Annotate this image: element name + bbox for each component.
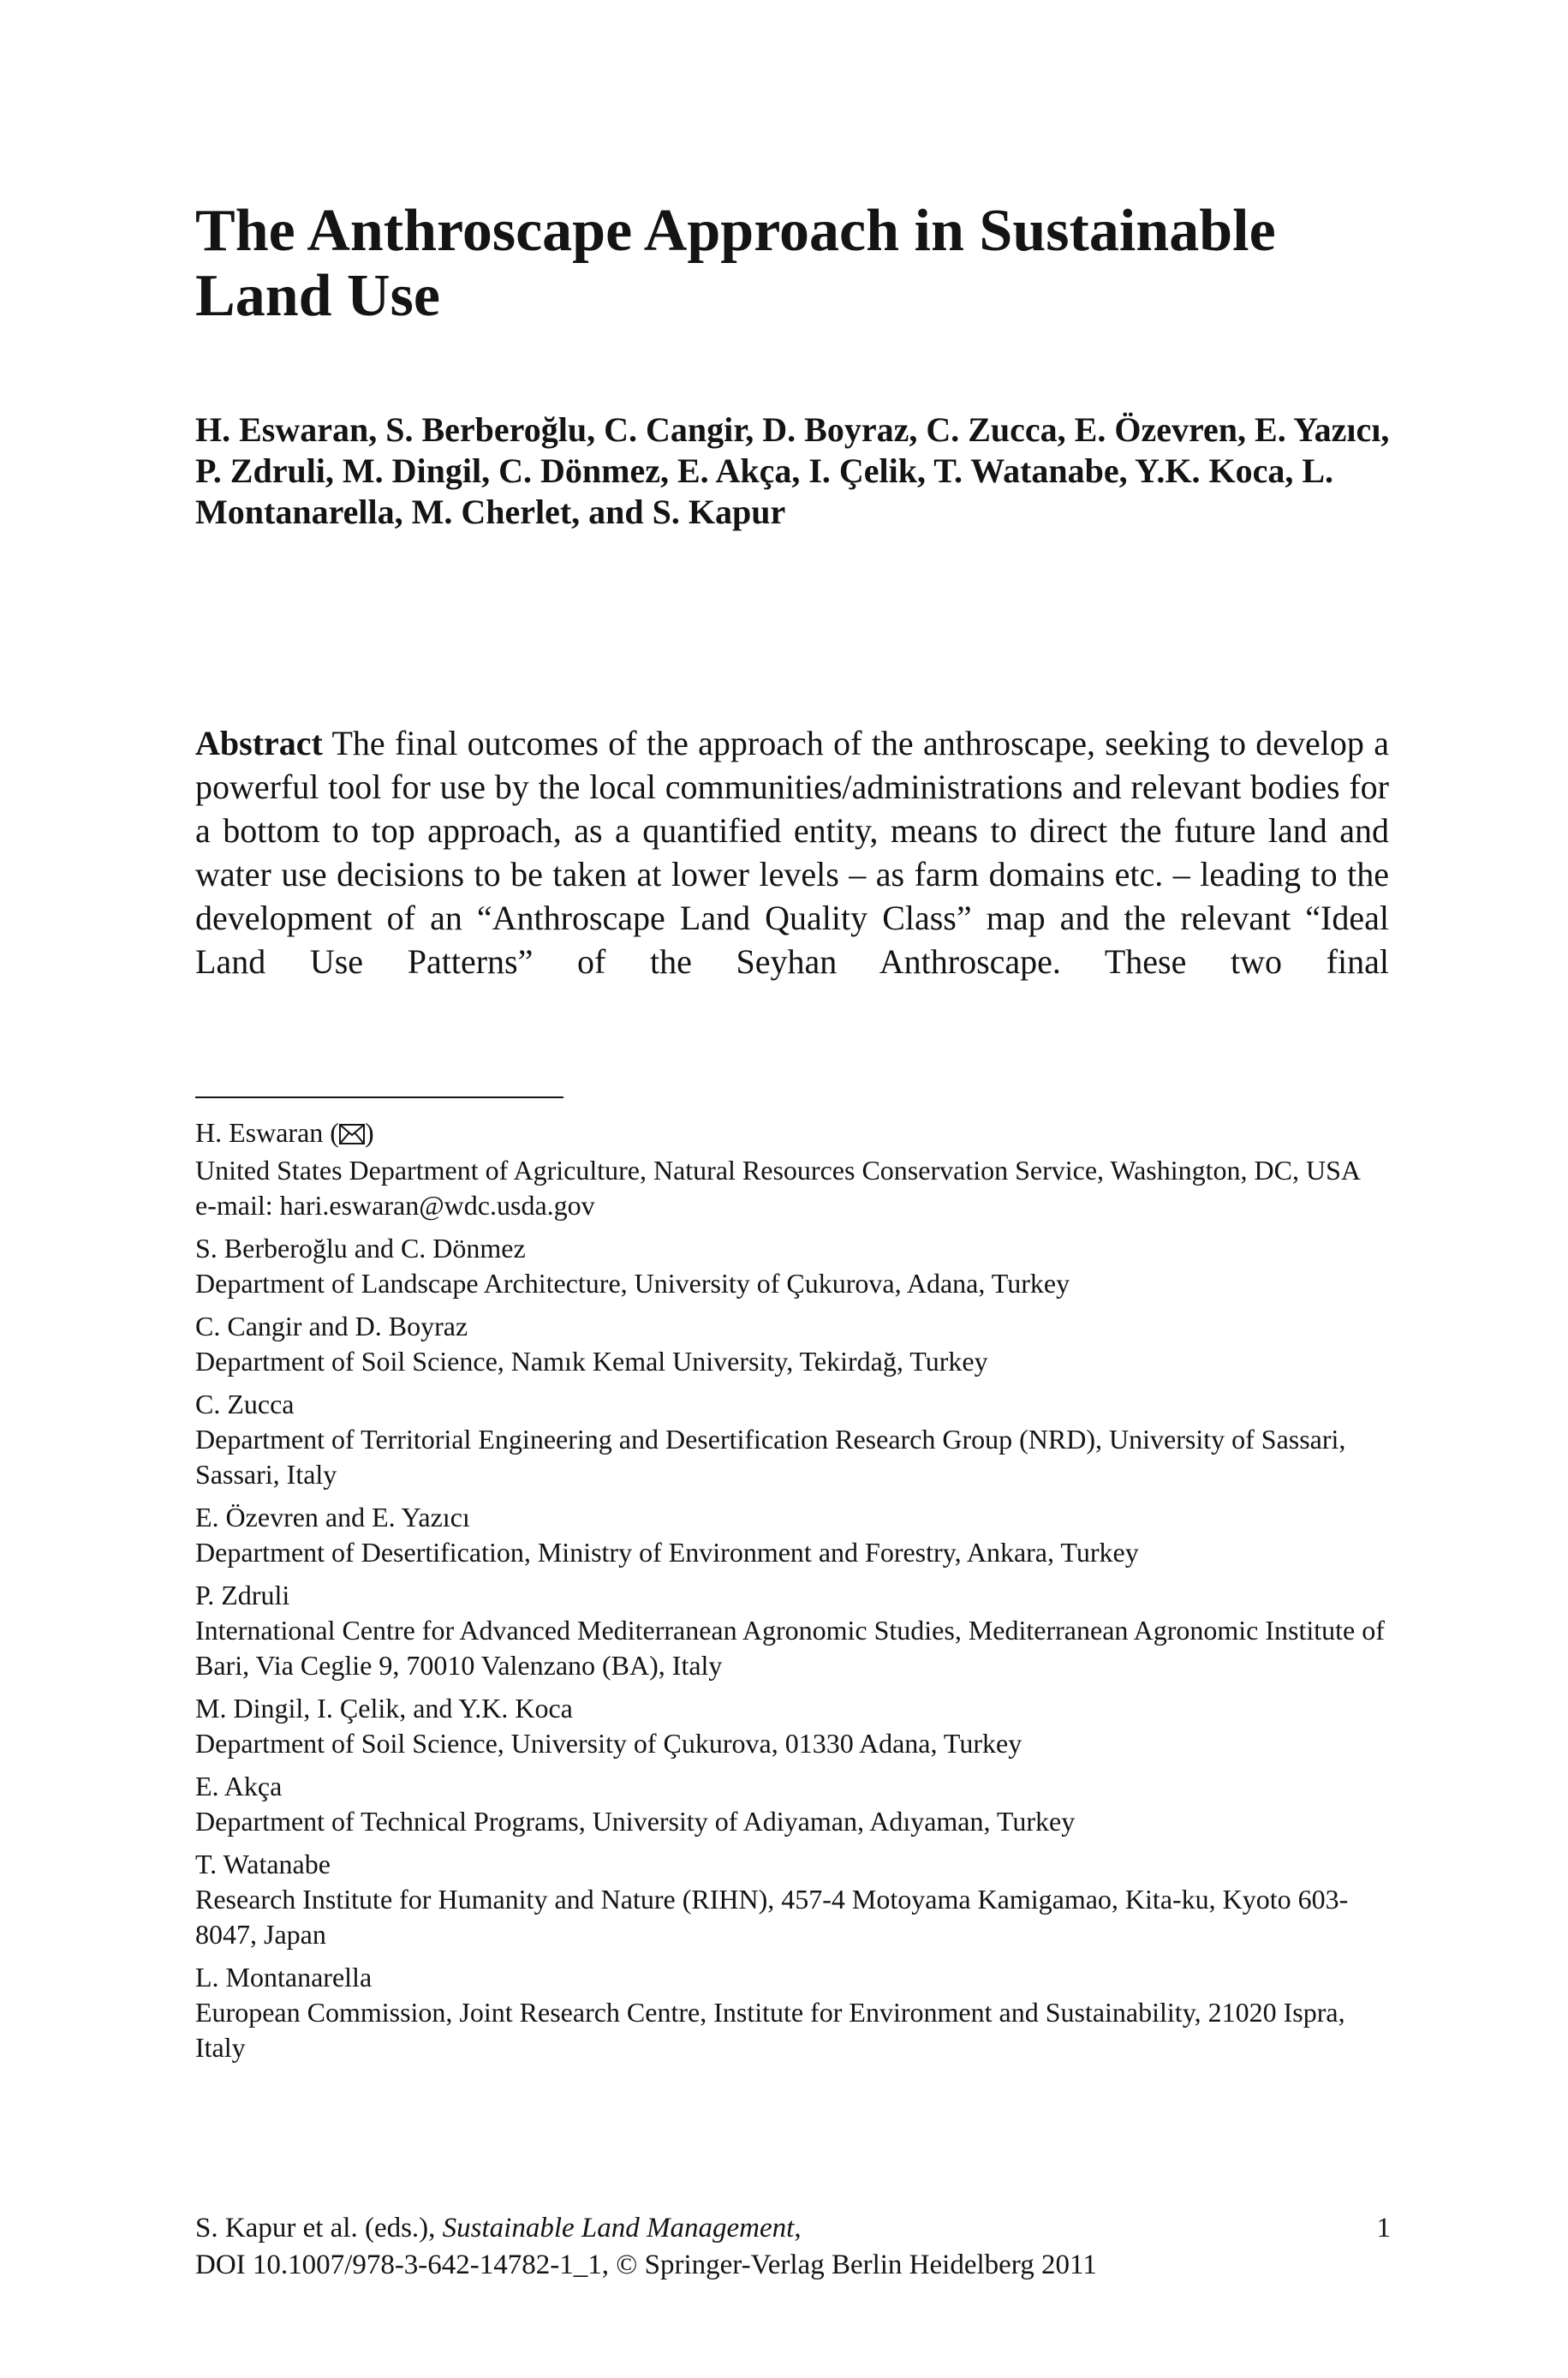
affiliation-names: S. Berberoğlu and C. Dönmez bbox=[195, 1233, 526, 1264]
affiliation-address: International Centre for Advanced Mediterranean Agronomic Studies, Mediterranean Agronomic Institute of Bari, Via Ceglie 9, 70010 Valenzano (BA), Italy bbox=[195, 1615, 1385, 1681]
affiliation-names: C. Zucca bbox=[195, 1389, 295, 1419]
abstract-text: The final outcomes of the approach of the anthroscape, seeking to develop a powerful tool for use by the local communities/administrations and relevant bodies for a bottom to top approach, as a quantified entity, means to direct the future land and water use decisions to be taken at lower levels – as farm domains etc. – leading to the development of an “Anthroscape Land Quality Class” map and the relevant “Ideal Land Use Patterns” of the Seyhan Anthroscape. These two final bbox=[195, 724, 1390, 981]
affiliation-address: Department of Desertification, Ministry of Environment and Forestry, Ankara, Turkey bbox=[195, 1537, 1139, 1568]
footnote-rule bbox=[195, 1096, 563, 1098]
affiliation-address: Department of Landscape Architecture, University of Çukurova, Adana, Turkey bbox=[195, 1268, 1070, 1299]
author-list: H. Eswaran, S. Berberoğlu, C. Cangir, D. Boyraz, C. Zucca, E. Özevren, E. Yazıcı, P. Zdruli, M. Dingil, C. Dönmez, E. Akça, I. Çelik, T. Watanabe, Y.K. Koca, L. Montanarella, M. Cherlet, and S. Kapur bbox=[195, 410, 1390, 531]
abstract-label: Abstract bbox=[195, 724, 323, 762]
abstract bbox=[195, 721, 1389, 983]
affiliation-address: Department of Territorial Engineering and Desertification Research Group (NRD), University of Sassari, Sassari, Italy bbox=[195, 1424, 1346, 1490]
affiliation-address: Department of Soil Science, University of Çukurova, 01330 Adana, Turkey bbox=[195, 1728, 1022, 1759]
affiliation-entry bbox=[195, 1960, 1391, 2065]
envelope-icon bbox=[339, 1118, 365, 1153]
affiliation-email: e-mail: hari.eswaran@wdc.usda.gov bbox=[195, 1190, 595, 1221]
affiliation-entry bbox=[195, 1387, 1391, 1492]
affiliation-entry bbox=[195, 1847, 1391, 1952]
affiliation-entry bbox=[195, 1231, 1391, 1301]
page-number: 1 bbox=[1376, 2213, 1391, 2244]
affiliation-names: L. Montanarella bbox=[195, 1962, 373, 1993]
affiliation-entry bbox=[195, 1691, 1391, 1761]
paper-title: The Anthroscape Approach in Sustainable Land Use bbox=[195, 198, 1276, 329]
affiliation-names: E. Akça bbox=[195, 1771, 283, 1801]
affiliations bbox=[195, 1115, 1391, 2073]
book-title: Sustainable Land Management bbox=[442, 2213, 795, 2244]
page-footer bbox=[195, 2210, 1391, 2284]
affiliation-entry bbox=[195, 1500, 1391, 1570]
affiliation-names: E. Özevren and E. Yazıcı bbox=[195, 1502, 470, 1533]
affiliation-entry bbox=[195, 1309, 1391, 1379]
affiliation-entry bbox=[195, 1115, 1391, 1223]
affiliation-address: United States Department of Agriculture, Natural Resources Conservation Service, Washington, DC, USA bbox=[195, 1155, 1361, 1186]
doi-line: DOI 10.1007/978-3-642-14782-1_1, © Springer-Verlag Berlin Heidelberg 2011 bbox=[195, 2250, 1097, 2280]
affiliation-address: Research Institute for Humanity and Nature (RIHN), 457-4 Motoyama Kamigamao, Kita-ku, Kyoto 603-8047, Japan bbox=[195, 1884, 1349, 1950]
affiliation-address: Department of Technical Programs, University of Adiyaman, Adıyaman, Turkey bbox=[195, 1806, 1076, 1837]
affiliation-names: T. Watanabe bbox=[195, 1849, 331, 1879]
affiliation-names: P. Zdruli bbox=[195, 1580, 290, 1610]
affiliation-names: H. Eswaran ( ) bbox=[195, 1115, 1391, 1153]
affiliation-entry bbox=[195, 1769, 1391, 1839]
affiliation-address: European Commission, Joint Research Centre, Institute for Environment and Sustainability, 21020 Ispra, Italy bbox=[195, 1997, 1345, 2063]
citation-line: S. Kapur et al. (eds.), Sustainable Land Management, bbox=[195, 2213, 802, 2244]
book-editors: S. Kapur et al. (eds.), bbox=[195, 2213, 436, 2244]
affiliation-entry bbox=[195, 1578, 1391, 1683]
affiliation-names: C. Cangir and D. Boyraz bbox=[195, 1311, 468, 1341]
affiliation-names: M. Dingil, I. Çelik, and Y.K. Koca bbox=[195, 1693, 573, 1724]
affiliation-address: Department of Soil Science, Namık Kemal University, Tekirdağ, Turkey bbox=[195, 1346, 988, 1377]
